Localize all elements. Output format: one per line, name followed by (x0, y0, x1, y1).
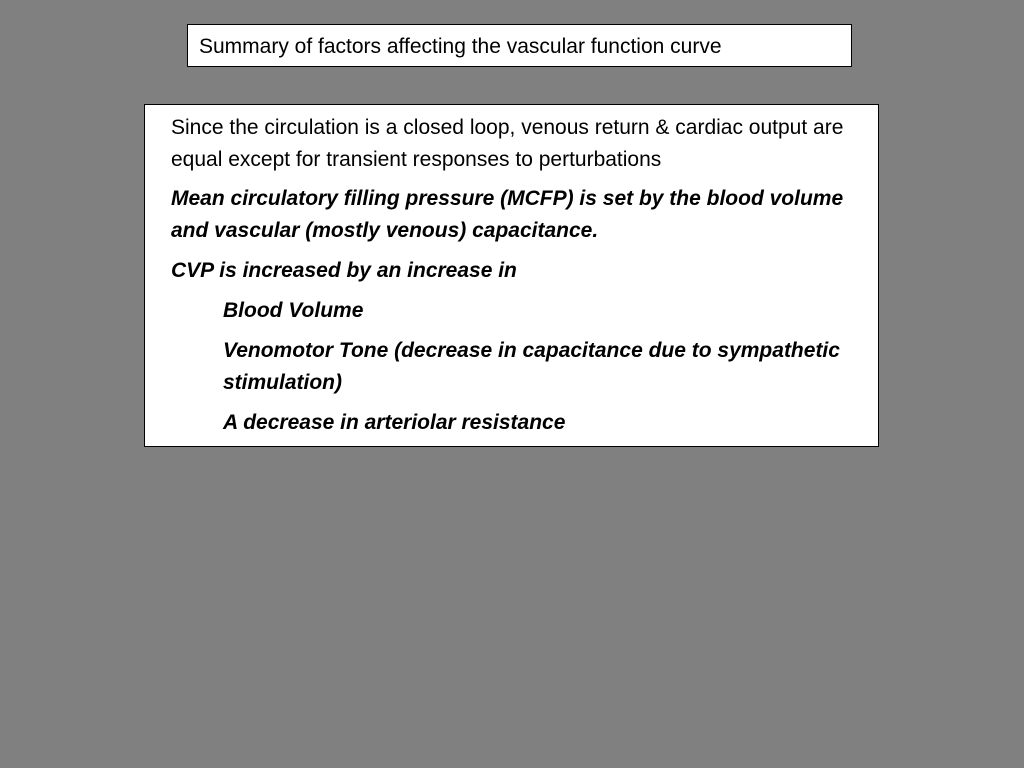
sub-item-venomotor-tone: Venomotor Tone (decrease in capacitance due to sympathetic stimulation) (223, 339, 840, 394)
sub-item-arteriolar-resistance: A decrease in arteriolar resistance (223, 411, 566, 434)
mcfp-statement: Mean circulatory filling pressure (MCFP) is set by the blood volume and vascular (mostly venous) capacitance. (171, 187, 844, 242)
sub-item-blood-volume: Blood Volume (223, 299, 364, 322)
cvp-statement: CVP is increased by an increase in (171, 259, 517, 282)
slide-title-box (187, 24, 852, 67)
slide-content-box (144, 104, 879, 447)
slide-title: Summary of factors affecting the vascular function curve (199, 35, 722, 58)
closed-loop-statement: Since the circulation is a closed loop, venous return & cardiac output are equal except for transient responses to perturbations (171, 116, 844, 171)
